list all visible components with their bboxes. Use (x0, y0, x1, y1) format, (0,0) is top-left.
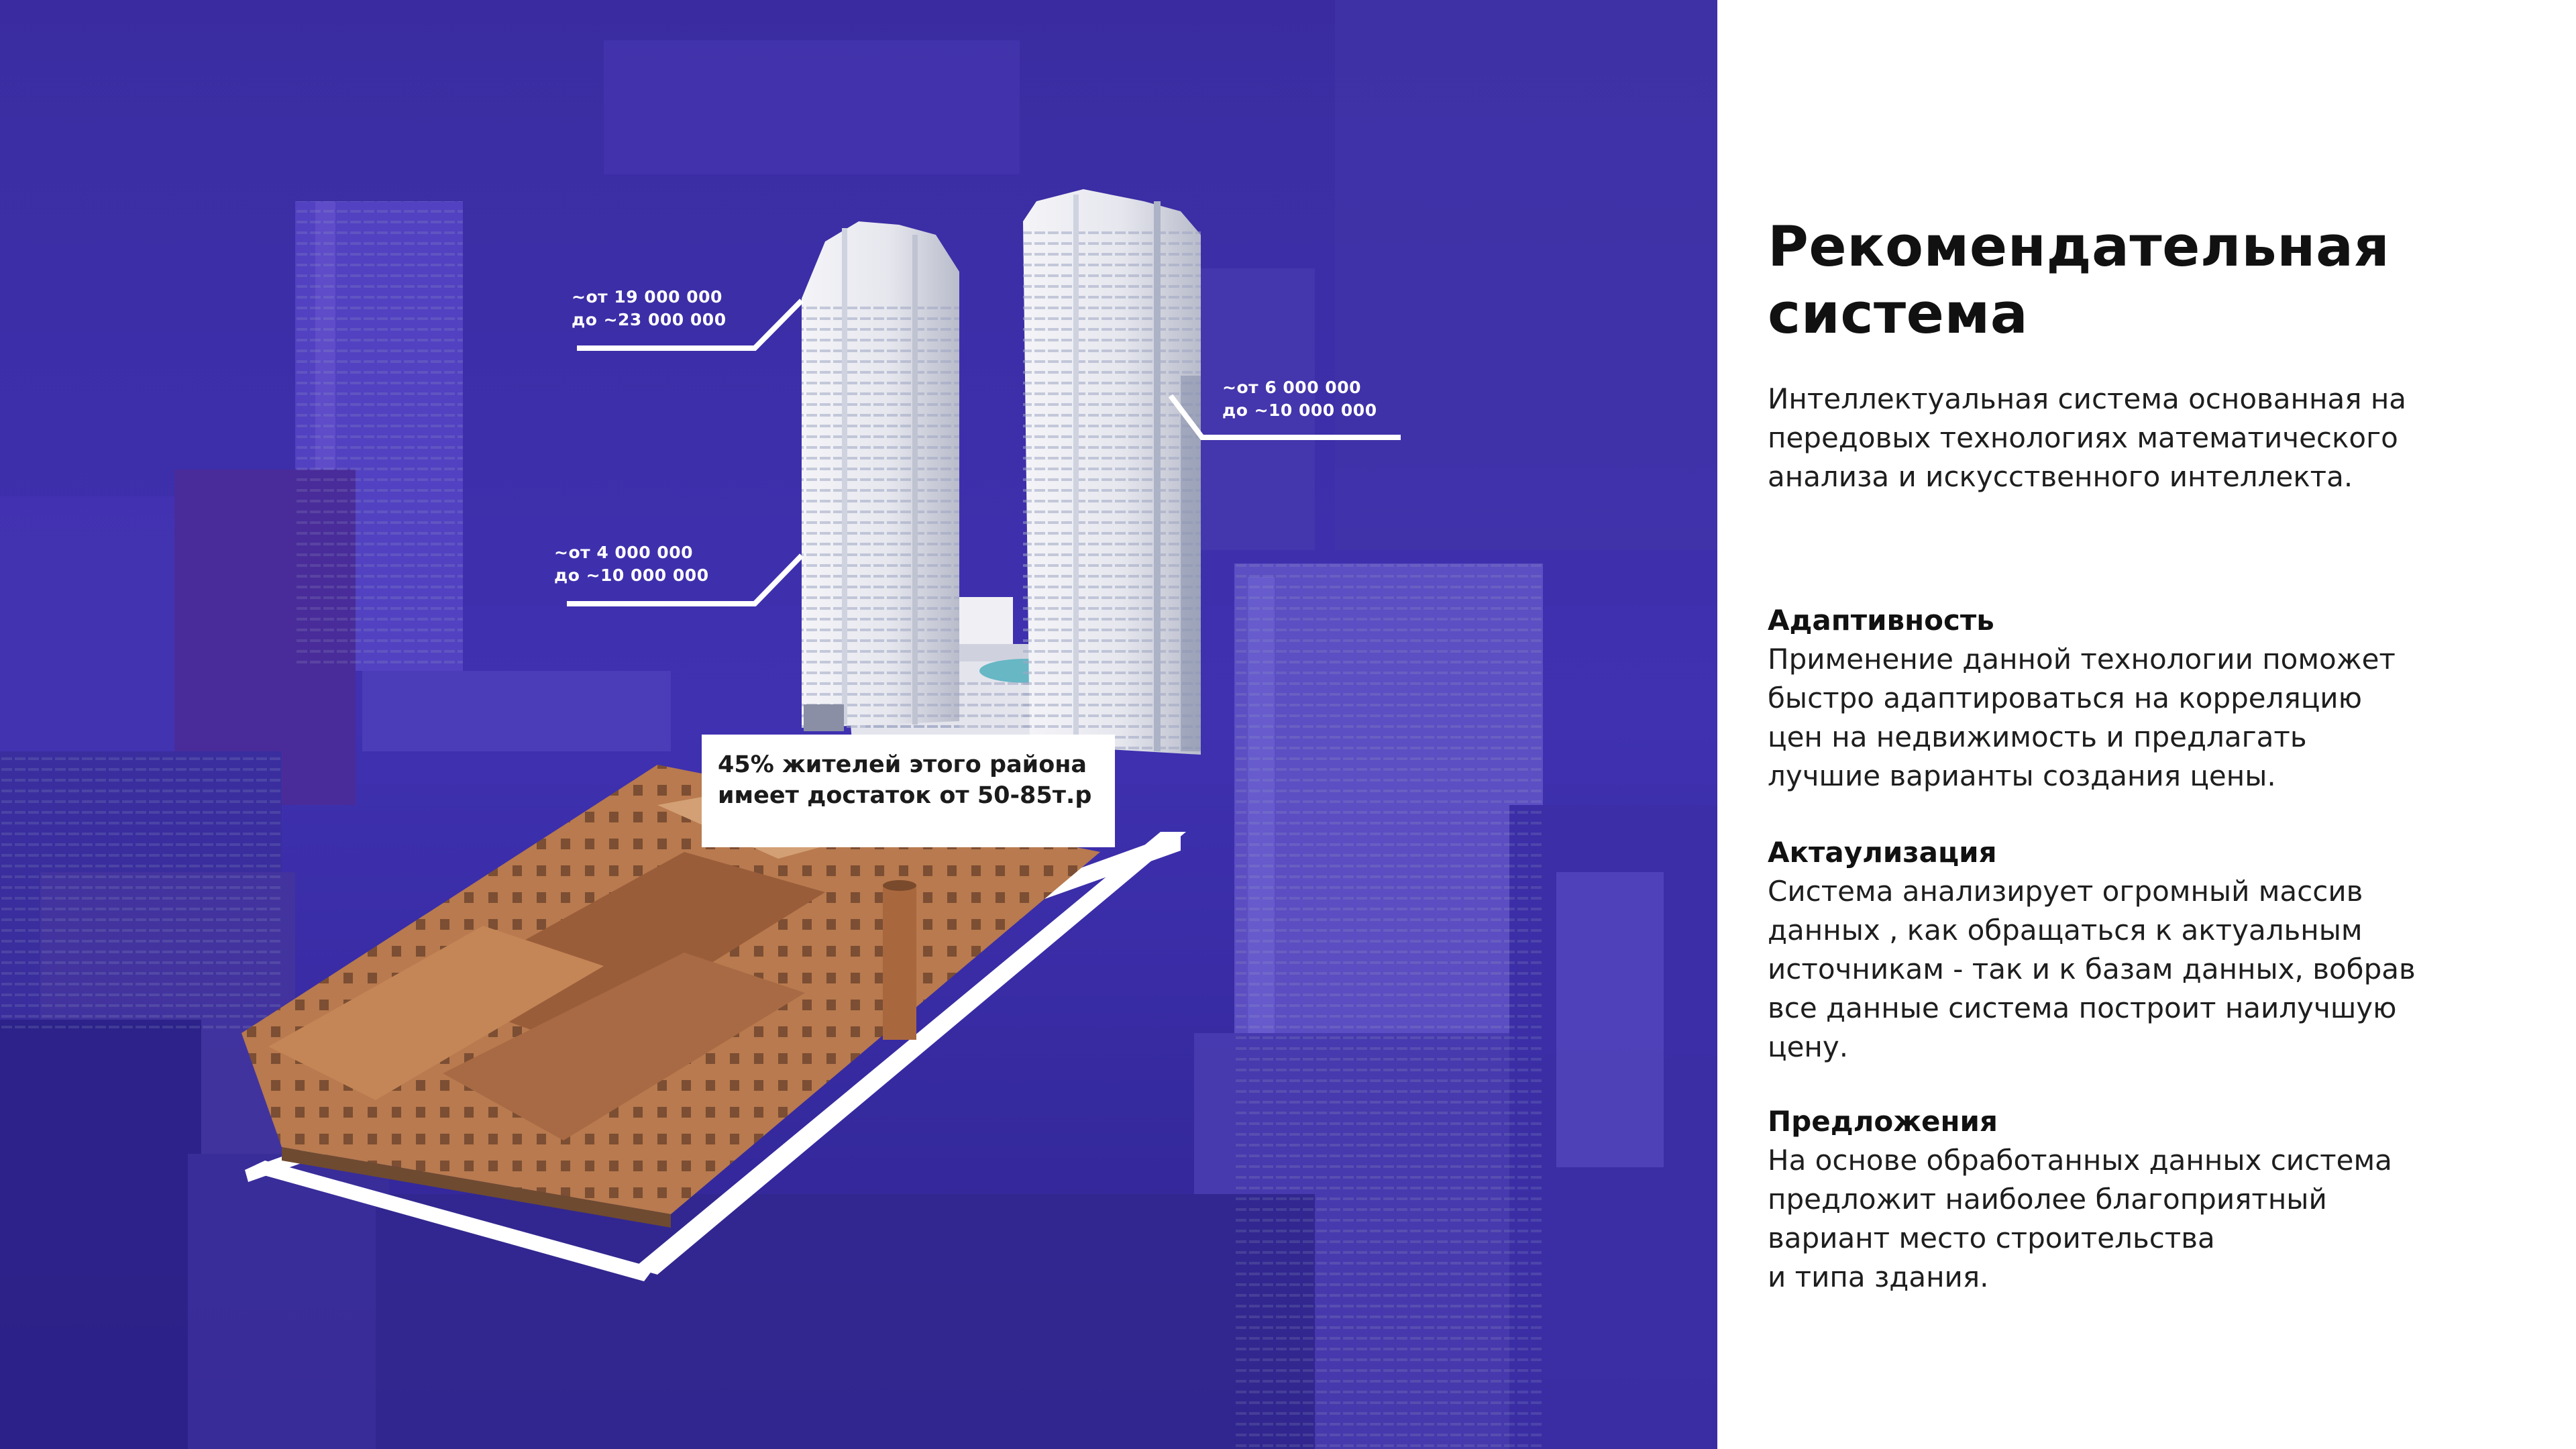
section-line: предложит наиболее благоприятный (1768, 1183, 2327, 1216)
text-panel (1717, 0, 2576, 1449)
callout-line-2: имеет достаток от 50-85т.р (718, 782, 1092, 809)
title-line-2: система (1768, 281, 2029, 346)
price-to: до ~10 000 000 (1222, 400, 1377, 420)
callout-line-1: 45% жителей этого района (718, 751, 1087, 778)
section-line: На основе обработанных данных система (1768, 1144, 2392, 1177)
section-line: цену. (1768, 1030, 1849, 1063)
demographics-callout (702, 735, 1115, 847)
section-line: Применение данной технологии поможет (1768, 643, 2396, 676)
intro-paragraph (1768, 380, 2559, 496)
section-line: данных , как обращаться к актуальным (1768, 914, 2363, 947)
section-heading: Актаулизация (1768, 836, 1997, 869)
section-heading: Предложения (1768, 1105, 1998, 1138)
section-line: цен на недвижимость и предлагать (1768, 720, 2307, 753)
section-line: и типа здания. (1768, 1260, 1989, 1293)
section-actualization (1768, 833, 2559, 1067)
title-line-1: Рекомендательная (1768, 214, 2390, 279)
price-from: ~от 4 000 000 (554, 543, 693, 562)
section-adaptivity (1768, 601, 2559, 796)
intro-line: Интеллектуальная система основанная на (1768, 382, 2407, 415)
page-title (1768, 213, 2559, 347)
price-to: до ~23 000 000 (572, 310, 727, 329)
tower-right (1023, 189, 1201, 755)
price-from: ~от 19 000 000 (572, 287, 722, 307)
intro-line: передовых технологиях математического (1768, 421, 2398, 454)
section-line: быстро адаптироваться на корреляцию (1768, 682, 2362, 714)
section-proposals (1768, 1102, 2559, 1297)
price-to: до ~10 000 000 (554, 566, 709, 585)
section-line: источникам - так и к базам данных, вобрав (1768, 953, 2416, 985)
section-line: все данные система построит наилучшую (1768, 991, 2397, 1024)
tower-left (802, 221, 959, 731)
price-label-tower-left-lower (554, 541, 709, 587)
section-line: Система анализирует огромный массив (1768, 875, 2363, 908)
section-line: вариант место строительства (1768, 1222, 2215, 1254)
intro-line: анализа и искусственного интеллекта. (1768, 460, 2353, 493)
price-label-tower-left-upper (572, 286, 727, 331)
price-label-tower-right (1222, 376, 1377, 422)
section-line: лучшие варианты создания цены. (1768, 759, 2276, 792)
section-heading: Адаптивность (1768, 604, 1994, 637)
price-from: ~от 6 000 000 (1222, 378, 1361, 397)
